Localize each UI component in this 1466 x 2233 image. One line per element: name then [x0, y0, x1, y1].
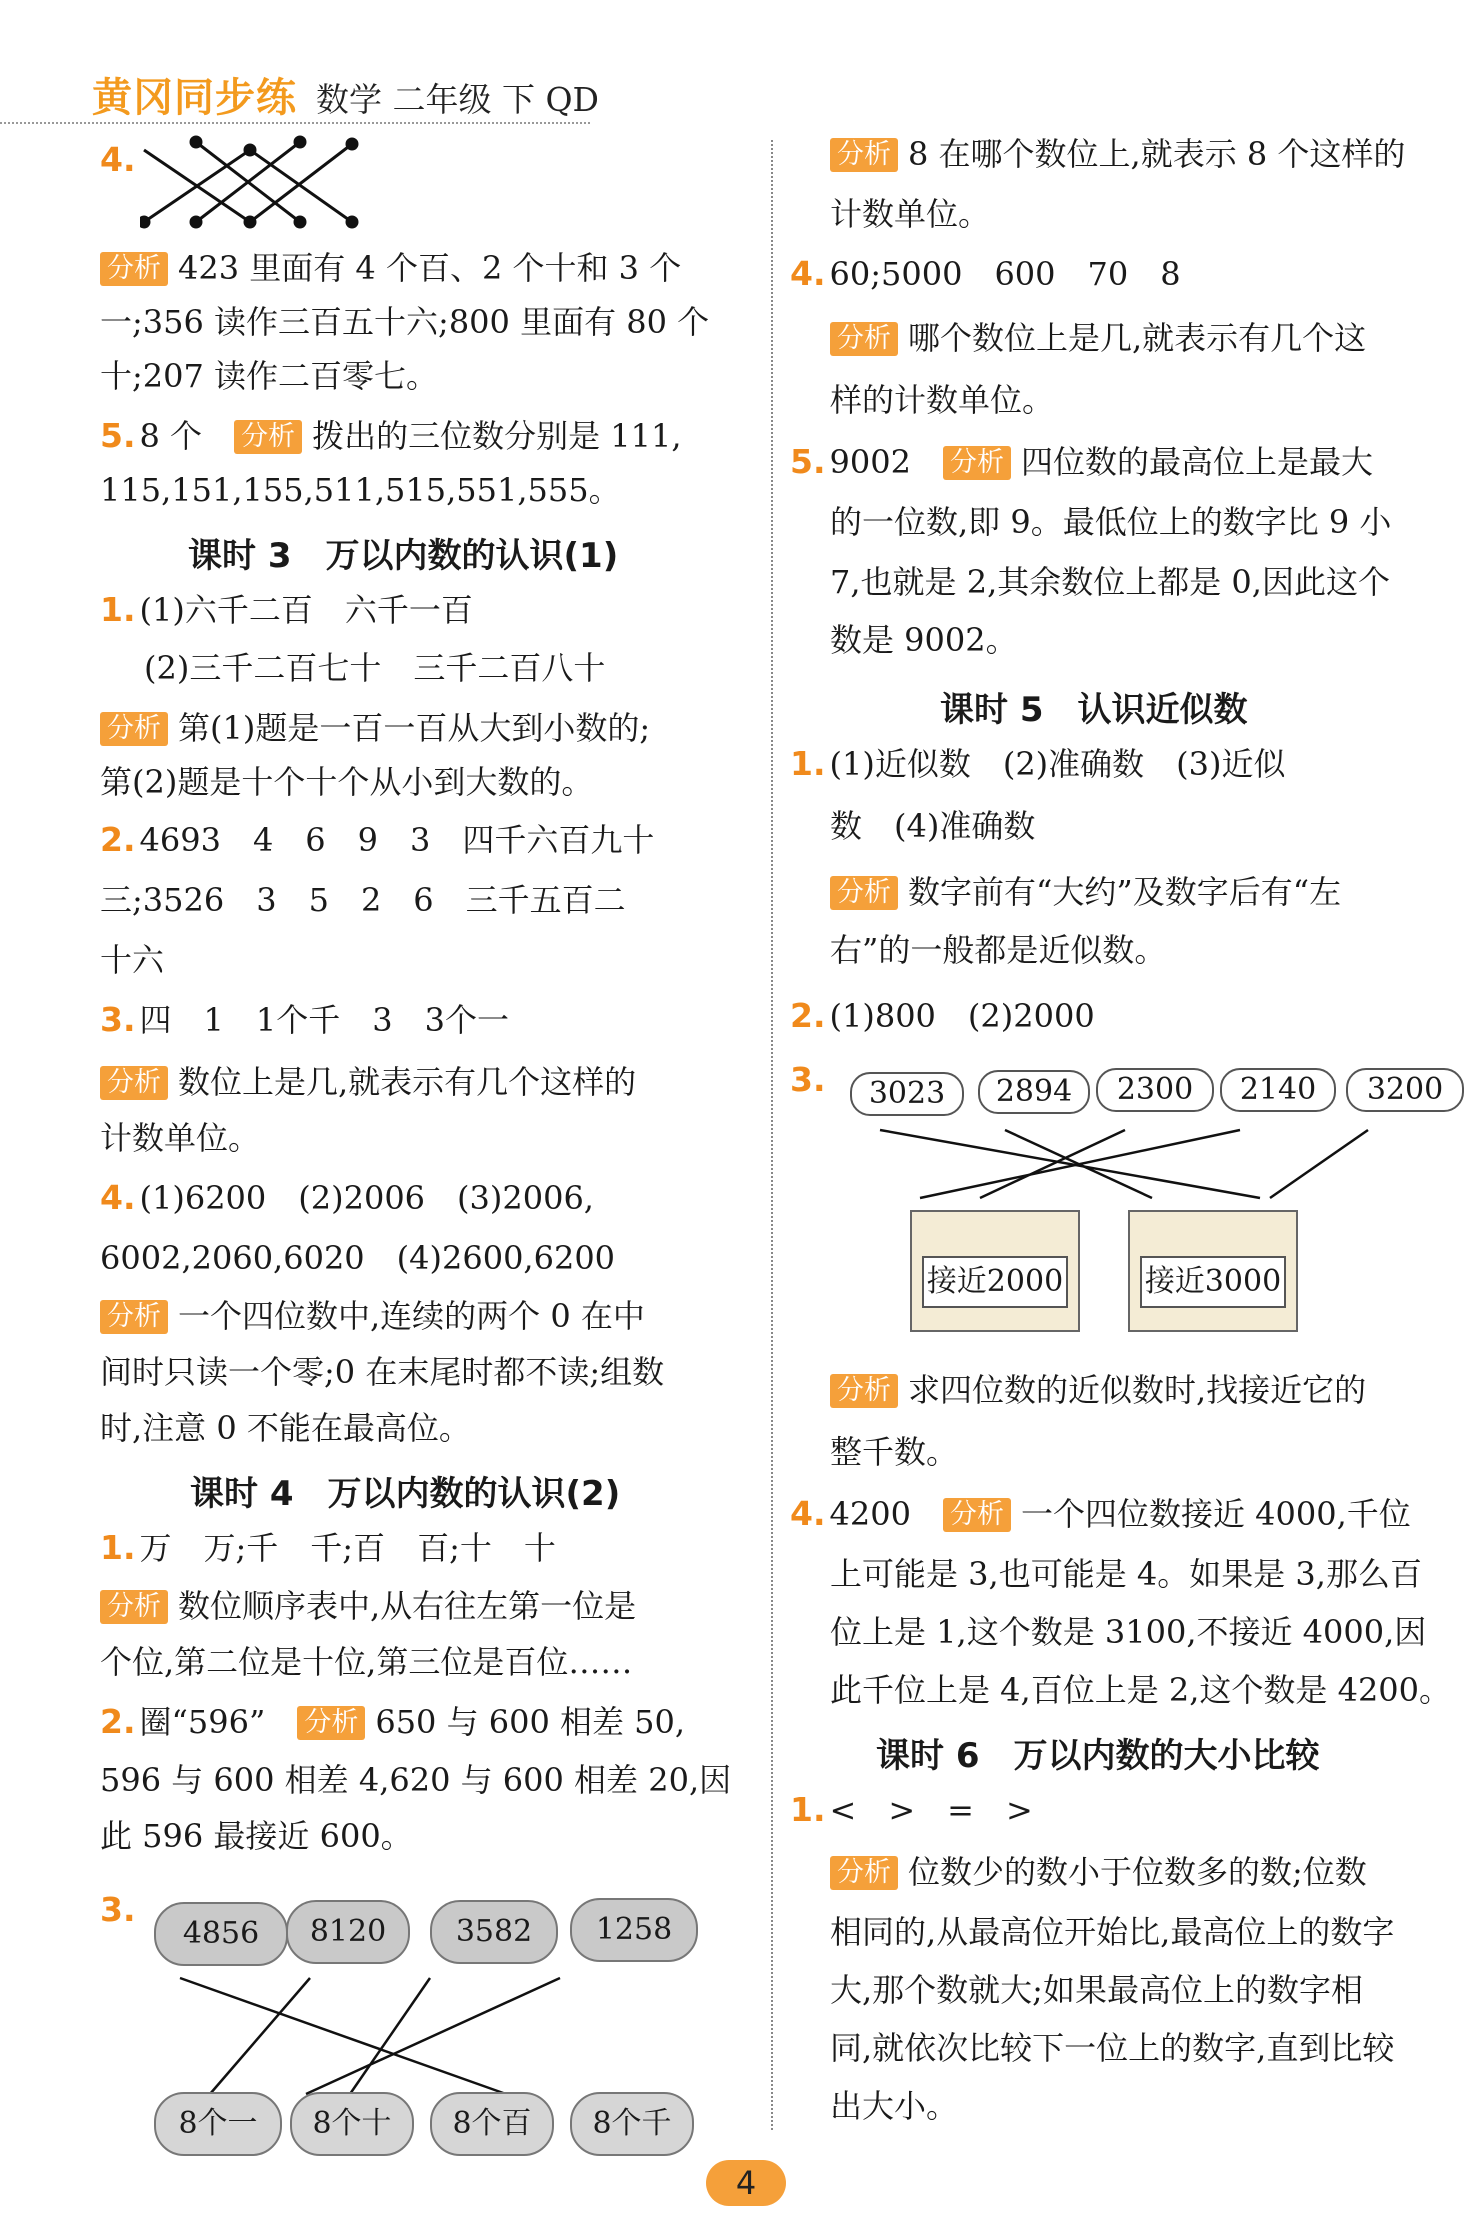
answer-line: 6002,2060,6020 (4)2600,6200	[100, 1239, 616, 1277]
question-4: 4. 60;5000 600 70 8	[790, 254, 1181, 293]
l3-question-4: 4. (1)6200 (2)2006 (3)2006,	[100, 1178, 594, 1217]
cross-matching-diagram	[140, 130, 400, 230]
analysis-line: 时,注意 0 不能在最高位。	[100, 1409, 471, 1447]
analysis-line: 此千位上是 4,百位上是 2,这个数是 4200。	[830, 1671, 1452, 1709]
l5-question-2: 2. (1)800 (2)2000	[790, 996, 1095, 1035]
number-cloud: 1258	[570, 1898, 698, 1962]
analysis-tag: 分析	[100, 252, 168, 286]
analysis-line: 样的计数单位。	[830, 381, 1055, 419]
analysis-line: 第(2)题是十个十个从小到大数的。	[100, 763, 594, 801]
analysis-tag: 分析	[830, 876, 898, 910]
cabinet-label: 接近3000	[1140, 1256, 1286, 1308]
analysis-line: 分析 第(1)题是一百一百从大到小数的;	[100, 708, 650, 748]
l3-question-1: 1. (1)六千二百 六千一百	[100, 590, 473, 629]
lesson-6-title: 课时 6 万以内数的大小比较	[876, 1736, 1320, 1776]
analysis-line: 596 与 600 相差 4,620 与 600 相差 20,因	[100, 1761, 732, 1799]
column-divider	[771, 140, 773, 2130]
analysis-line: 出大小。	[830, 2087, 959, 2125]
question-5: 5. 9002 分析 四位数的最高位上是最大	[790, 442, 1373, 481]
page-header	[0, 0, 1466, 130]
lesson-5-title: 课时 5 认识近似数	[940, 690, 1248, 730]
question-5: 5. 8 个 分析 拨出的三位数分别是 111,	[100, 416, 682, 455]
analysis-tag: 分析	[943, 446, 1011, 480]
question-4: 4.	[100, 140, 136, 179]
header-rule	[0, 122, 590, 124]
analysis-line: 计数单位。	[100, 1119, 261, 1157]
analysis-tag: 分析	[830, 138, 898, 172]
answer-line: (2)三千二百七十 三千二百八十	[144, 649, 606, 687]
analysis-tag: 分析	[100, 1066, 168, 1100]
answer-line: 三;3526 3 5 2 6 三千五百二	[100, 881, 626, 919]
number-cloud: 3582	[430, 1900, 558, 1964]
lesson-3-title: 课时 3 万以内数的认识(1)	[188, 536, 619, 576]
analysis-line: 分析 一个四位数中,连续的两个 0 在中	[100, 1296, 645, 1336]
place-cloud: 8个十	[290, 2092, 414, 2156]
analysis-tag: 分析	[234, 420, 302, 454]
place-cloud: 8个一	[154, 2092, 282, 2156]
page-number: 4	[706, 2160, 786, 2206]
analysis-line: 7,也就是 2,其余数位上都是 0,因此这个	[830, 563, 1390, 601]
l4-question-3: 3.	[100, 1890, 136, 1929]
number-card: 2140	[1220, 1068, 1336, 1112]
l6-question-1: 1. < > = >	[790, 1790, 1033, 1829]
l5-question-1: 1. (1)近似数 (2)准确数 (3)近似	[790, 744, 1286, 783]
subject-label: 数学 二年级 下 QD	[316, 80, 599, 119]
cabinet-label: 接近2000	[922, 1256, 1068, 1308]
analysis-line: 分析 数位顺序表中,从右往左第一位是	[100, 1586, 636, 1626]
analysis-line: 分析 数字前有“大约”及数字后有“左	[830, 872, 1341, 912]
cabinet	[910, 1210, 1080, 1332]
analysis-tag: 分析	[830, 322, 898, 356]
l4-question-2: 2. 圈“596” 分析 650 与 600 相差 50,	[100, 1702, 686, 1741]
analysis-tag: 分析	[830, 1374, 898, 1408]
analysis-line: 分析 423 里面有 4 个百、2 个十和 3 个	[100, 248, 681, 288]
analysis-line: 的一位数,即 9。最低位上的数字比 9 小	[830, 503, 1392, 541]
analysis-tag: 分析	[943, 1498, 1011, 1532]
analysis-tag: 分析	[100, 1590, 168, 1624]
analysis-line: 分析 数位上是几,就表示有几个这样的	[100, 1062, 636, 1102]
cabinet	[1128, 1210, 1298, 1332]
analysis-line: 大,那个数就大;如果最高位上的数字相	[830, 1971, 1363, 2009]
answer-line: 十六	[100, 941, 165, 979]
number-cloud: 8120	[286, 1900, 410, 1964]
analysis-line: 一;356 读作三百五十六;800 里面有 80 个	[100, 303, 710, 341]
number-card: 2894	[978, 1070, 1090, 1114]
analysis-line: 整千数。	[830, 1433, 959, 1471]
number-card: 3023	[850, 1072, 964, 1116]
analysis-tag: 分析	[100, 712, 168, 746]
analysis-line: 相同的,从最高位开始比,最高位上的数字	[830, 1913, 1395, 1951]
l5-question-4: 4. 4200 分析 一个四位数接近 4000,千位	[790, 1494, 1411, 1533]
analysis-line: 分析 哪个数位上是几,就表示有几个这	[830, 318, 1366, 358]
analysis-line: 位上是 1,这个数是 3100,不接近 4000,因	[830, 1613, 1427, 1651]
l3-question-3: 3. 四 1 1个千 3 3个一	[100, 1000, 509, 1039]
analysis-line: 同,就依次比较下一位上的数字,直到比较	[830, 2029, 1395, 2067]
analysis-tag: 分析	[830, 1856, 898, 1890]
analysis-line: 右”的一般都是近似数。	[830, 931, 1167, 969]
analysis-line: 计数单位。	[830, 195, 991, 233]
answer-line: 数 (4)准确数	[830, 807, 1036, 845]
number-card: 3200	[1346, 1068, 1464, 1112]
analysis-line: 分析 求四位数的近似数时,找接近它的	[830, 1370, 1366, 1410]
analysis-line: 分析 8 在哪个数位上,就表示 8 个这样的	[830, 134, 1405, 174]
analysis-line: 115,151,155,511,515,551,555。	[100, 471, 621, 509]
number-cloud: 4856	[154, 1902, 288, 1966]
analysis-line: 分析 位数少的数小于位数多的数;位数	[830, 1852, 1367, 1892]
lesson-4-title: 课时 4 万以内数的认识(2)	[190, 1474, 621, 1514]
l4-question-1: 1. 万 万;千 千;百 百;十 十	[100, 1528, 556, 1567]
analysis-tag: 分析	[297, 1706, 365, 1740]
place-cloud: 8个百	[430, 2092, 554, 2156]
analysis-line: 十;207 读作二百零七。	[100, 357, 439, 395]
analysis-line: 间时只读一个零;0 在末尾时都不读;组数	[100, 1353, 665, 1391]
analysis-line: 数是 9002。	[830, 621, 1018, 659]
analysis-line: 个位,第二位是十位,第三位是百位……	[100, 1643, 633, 1681]
l5-question-3: 3.	[790, 1060, 826, 1099]
analysis-line: 上可能是 3,也可能是 4。如果是 3,那么百	[830, 1555, 1422, 1593]
analysis-line: 此 596 最接近 600。	[100, 1817, 413, 1855]
brand-logo: 黄冈同步练	[92, 75, 297, 121]
number-card: 2300	[1096, 1068, 1214, 1112]
l3-question-2: 2. 4693 4 6 9 3 四千六百九十	[100, 820, 655, 859]
place-cloud: 8个千	[570, 2092, 694, 2156]
analysis-tag: 分析	[100, 1300, 168, 1334]
